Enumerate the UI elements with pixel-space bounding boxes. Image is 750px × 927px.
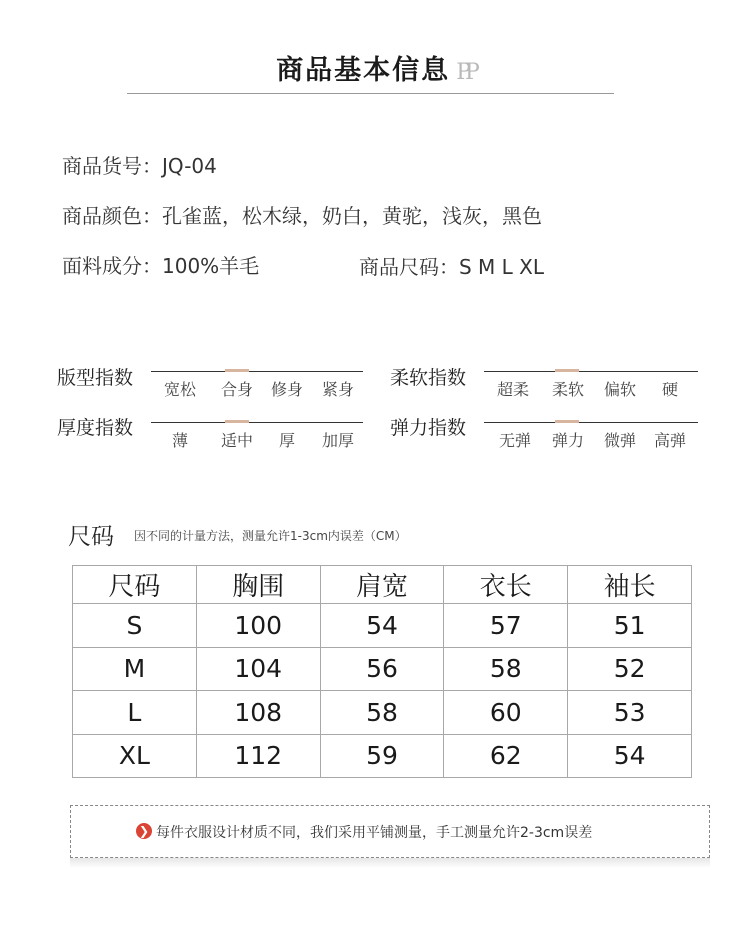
thickness-index-label: 厚度指数 [57,417,134,439]
table-cell: 59 [320,734,444,778]
table-cell: XL [73,734,197,778]
title-divider [127,93,614,94]
note-box-shadow [70,858,710,868]
table-cell: M [73,647,197,691]
size-measure-note: 因不同的计量方法，测量允许1-3cm内误差（CM） [134,529,407,543]
size-section-title: 尺码 [68,524,114,550]
page-title-text: 商品基本信息 [276,55,451,86]
product-fabric: 面料成分：100%羊毛 [62,254,260,278]
fit-index-label: 版型指数 [57,367,134,389]
table-cell: S [73,604,197,648]
softness-index-marker [555,369,579,372]
table-header-cell: 肩宽 [320,566,444,604]
table-header-cell: 尺码 [73,566,197,604]
thickness-option: 适中 [220,431,253,450]
thickness-option: 薄 [171,431,188,450]
fit-option: 合身 [220,380,253,399]
table-header-cell: 袖长 [568,566,692,604]
table-cell: 112 [196,734,320,778]
softness-option: 超柔 [496,380,529,399]
product-code: 商品货号：JQ-04 [62,154,217,178]
table-cell: 60 [444,691,568,735]
elasticity-option: 高弹 [653,431,686,450]
elasticity-option: 无弹 [498,431,531,450]
table-cell: 53 [568,691,692,735]
elasticity-index-marker [555,420,579,423]
table-row [73,647,692,691]
table-cell: 58 [320,691,444,735]
table-cell: 57 [444,604,568,648]
fit-option: 宽松 [163,380,196,399]
table-cell: L [73,691,197,735]
table-cell: 51 [568,604,692,648]
page-title [0,48,750,87]
size-table [72,565,692,778]
table-cell: 108 [196,691,320,735]
softness-index-label: 柔软指数 [390,367,467,389]
elasticity-option: 微弹 [603,431,636,450]
elasticity-option: 弹力 [551,431,584,450]
table-cell: 104 [196,647,320,691]
table-cell: 52 [568,647,692,691]
fit-index-scale [151,371,363,372]
softness-option: 偏软 [603,380,636,399]
thickness-option: 厚 [278,431,295,450]
table-row [73,691,692,735]
thickness-index-scale [151,422,363,423]
brand-logo-icon: PP [456,60,474,85]
thickness-option: 加厚 [321,431,354,450]
table-header-cell: 胸围 [196,566,320,604]
table-header-cell: 衣长 [444,566,568,604]
table-cell: 54 [320,604,444,648]
arrow-right-icon: ❯ [136,823,152,839]
table-cell: 58 [444,647,568,691]
table-cell: 62 [444,734,568,778]
measurement-note-text: 每件衣服设计材质不同，我们采用平铺测量，手工测量允许2-3cm误差 [156,825,593,841]
softness-option: 柔软 [551,380,584,399]
softness-index-scale [484,371,698,372]
table-cell: 100 [196,604,320,648]
elasticity-index-label: 弹力指数 [390,417,467,439]
softness-option: 硬 [661,380,678,399]
table-row [73,604,692,648]
product-sizes: 商品尺码：S M L XL [359,255,545,279]
fit-index-marker [225,369,249,372]
elasticity-index-scale [484,422,698,423]
table-header-row [73,566,692,604]
fit-option: 修身 [270,380,303,399]
table-row [73,734,692,778]
product-colors: 商品颜色：孔雀蓝，松木绿，奶白，黄驼，浅灰，黑色 [62,204,542,228]
table-cell: 56 [320,647,444,691]
fit-option: 紧身 [321,380,354,399]
table-cell: 54 [568,734,692,778]
thickness-index-marker [225,420,249,423]
